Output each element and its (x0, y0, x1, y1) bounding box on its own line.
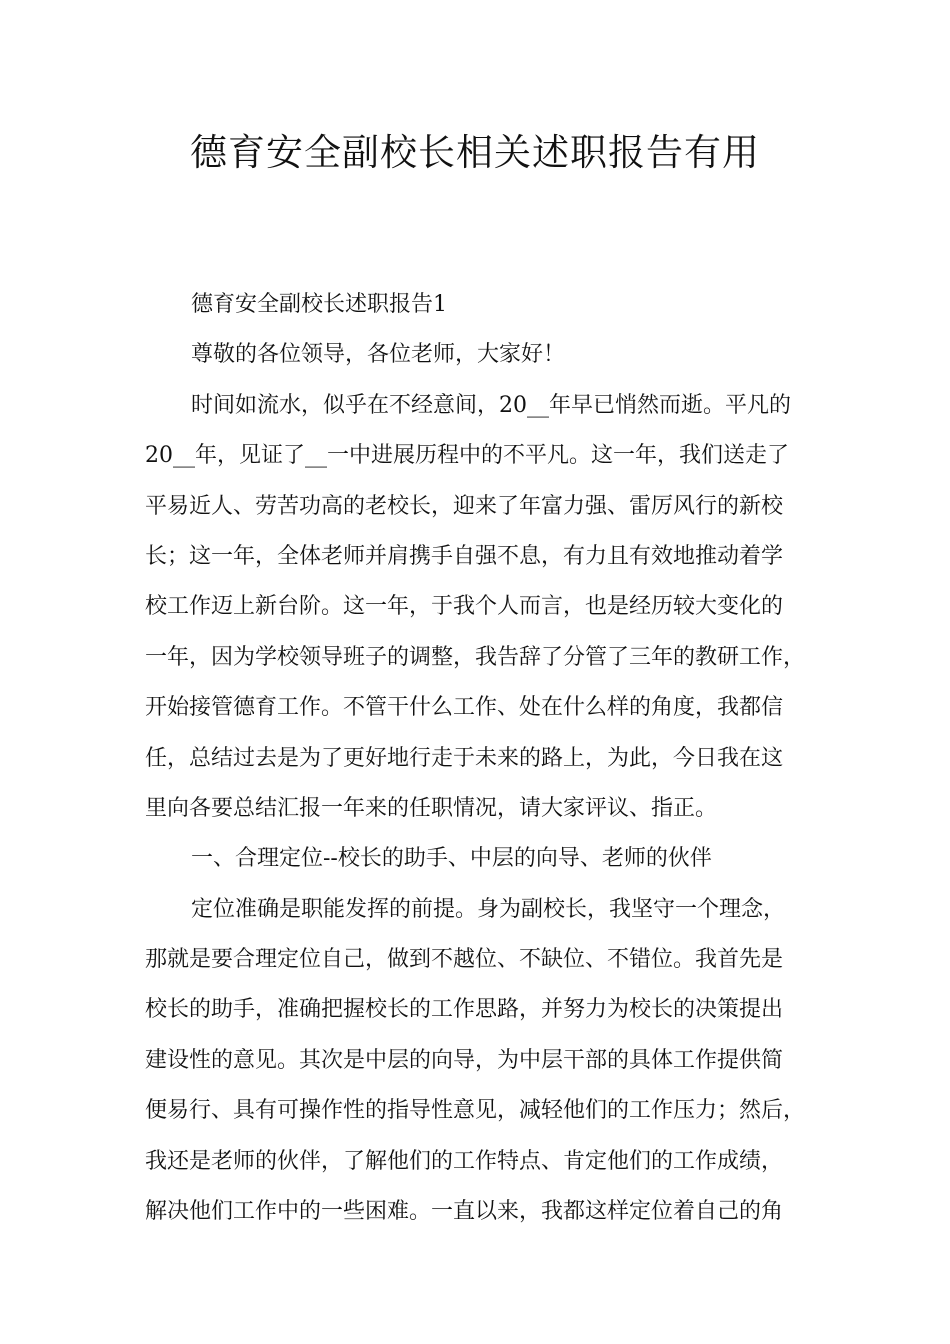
body-line: 我还是老师的伙伴，了解他们的工作特点、肯定他们的工作成绩， (145, 1148, 784, 1174)
section-heading: 一、合理定位--校长的助手、中层的向导、老师的伙伴 (191, 846, 712, 872)
body-line: 一年，因为学校领导班子的调整，我告辞了分管了三年的教研工作， (145, 644, 806, 670)
body-line: 建设性的意见。其次是中层的向导，为中层干部的具体工作提供简 (145, 1047, 784, 1073)
body-line: 里向各要总结汇报一年来的任职情况，请大家评议、指正。 (145, 795, 718, 821)
body-line: 任，总结过去是为了更好地行走于未来的路上，为此，今日我在这 (145, 745, 784, 771)
body-line: 解决他们工作中的一些困难。一直以来，我都这样定位着自己的角 (145, 1199, 784, 1225)
body-line: 20__年，见证了__一中进展历程中的不平凡。这一年，我们送走了 (145, 443, 789, 469)
body-line: 那就是要合理定位自己，做到不越位、不缺位、不错位。我首先是 (145, 947, 784, 973)
body-line: 平易近人、劳苦功高的老校长，迎来了年富力强、雷厉风行的新校 (145, 493, 784, 519)
body-line: 校长的助手，准确把握校长的工作思路，并努力为校长的决策提出 (145, 997, 784, 1023)
body-line: 定位准确是职能发挥的前提。身为副校长，我坚守一个理念， (191, 896, 786, 922)
document-title: 德育安全副校长相关述职报告有用 (190, 131, 760, 174)
body-line: 校工作迈上新台阶。这一年，于我个人而言，也是经历较大变化的 (145, 594, 784, 620)
greeting-line: 尊敬的各位领导，各位老师，大家好！ (191, 342, 566, 368)
document-body (145, 280, 825, 1237)
body-line: 开始接管德育工作。不管干什么工作、处在什么样的角度，我都信 (145, 695, 784, 721)
report-subtitle: 德育安全副校长述职报告1 (191, 292, 447, 317)
body-line: 时间如流水，似乎在不经意间，20__年早已悄然而逝。平凡的 (191, 392, 791, 418)
body-line: 便易行、具有可操作性的指导性意见，减轻他们的工作压力；然后， (145, 1098, 806, 1124)
body-line: 长；这一年，全体老师并肩携手自强不息，有力且有效地推动着学 (145, 543, 784, 569)
